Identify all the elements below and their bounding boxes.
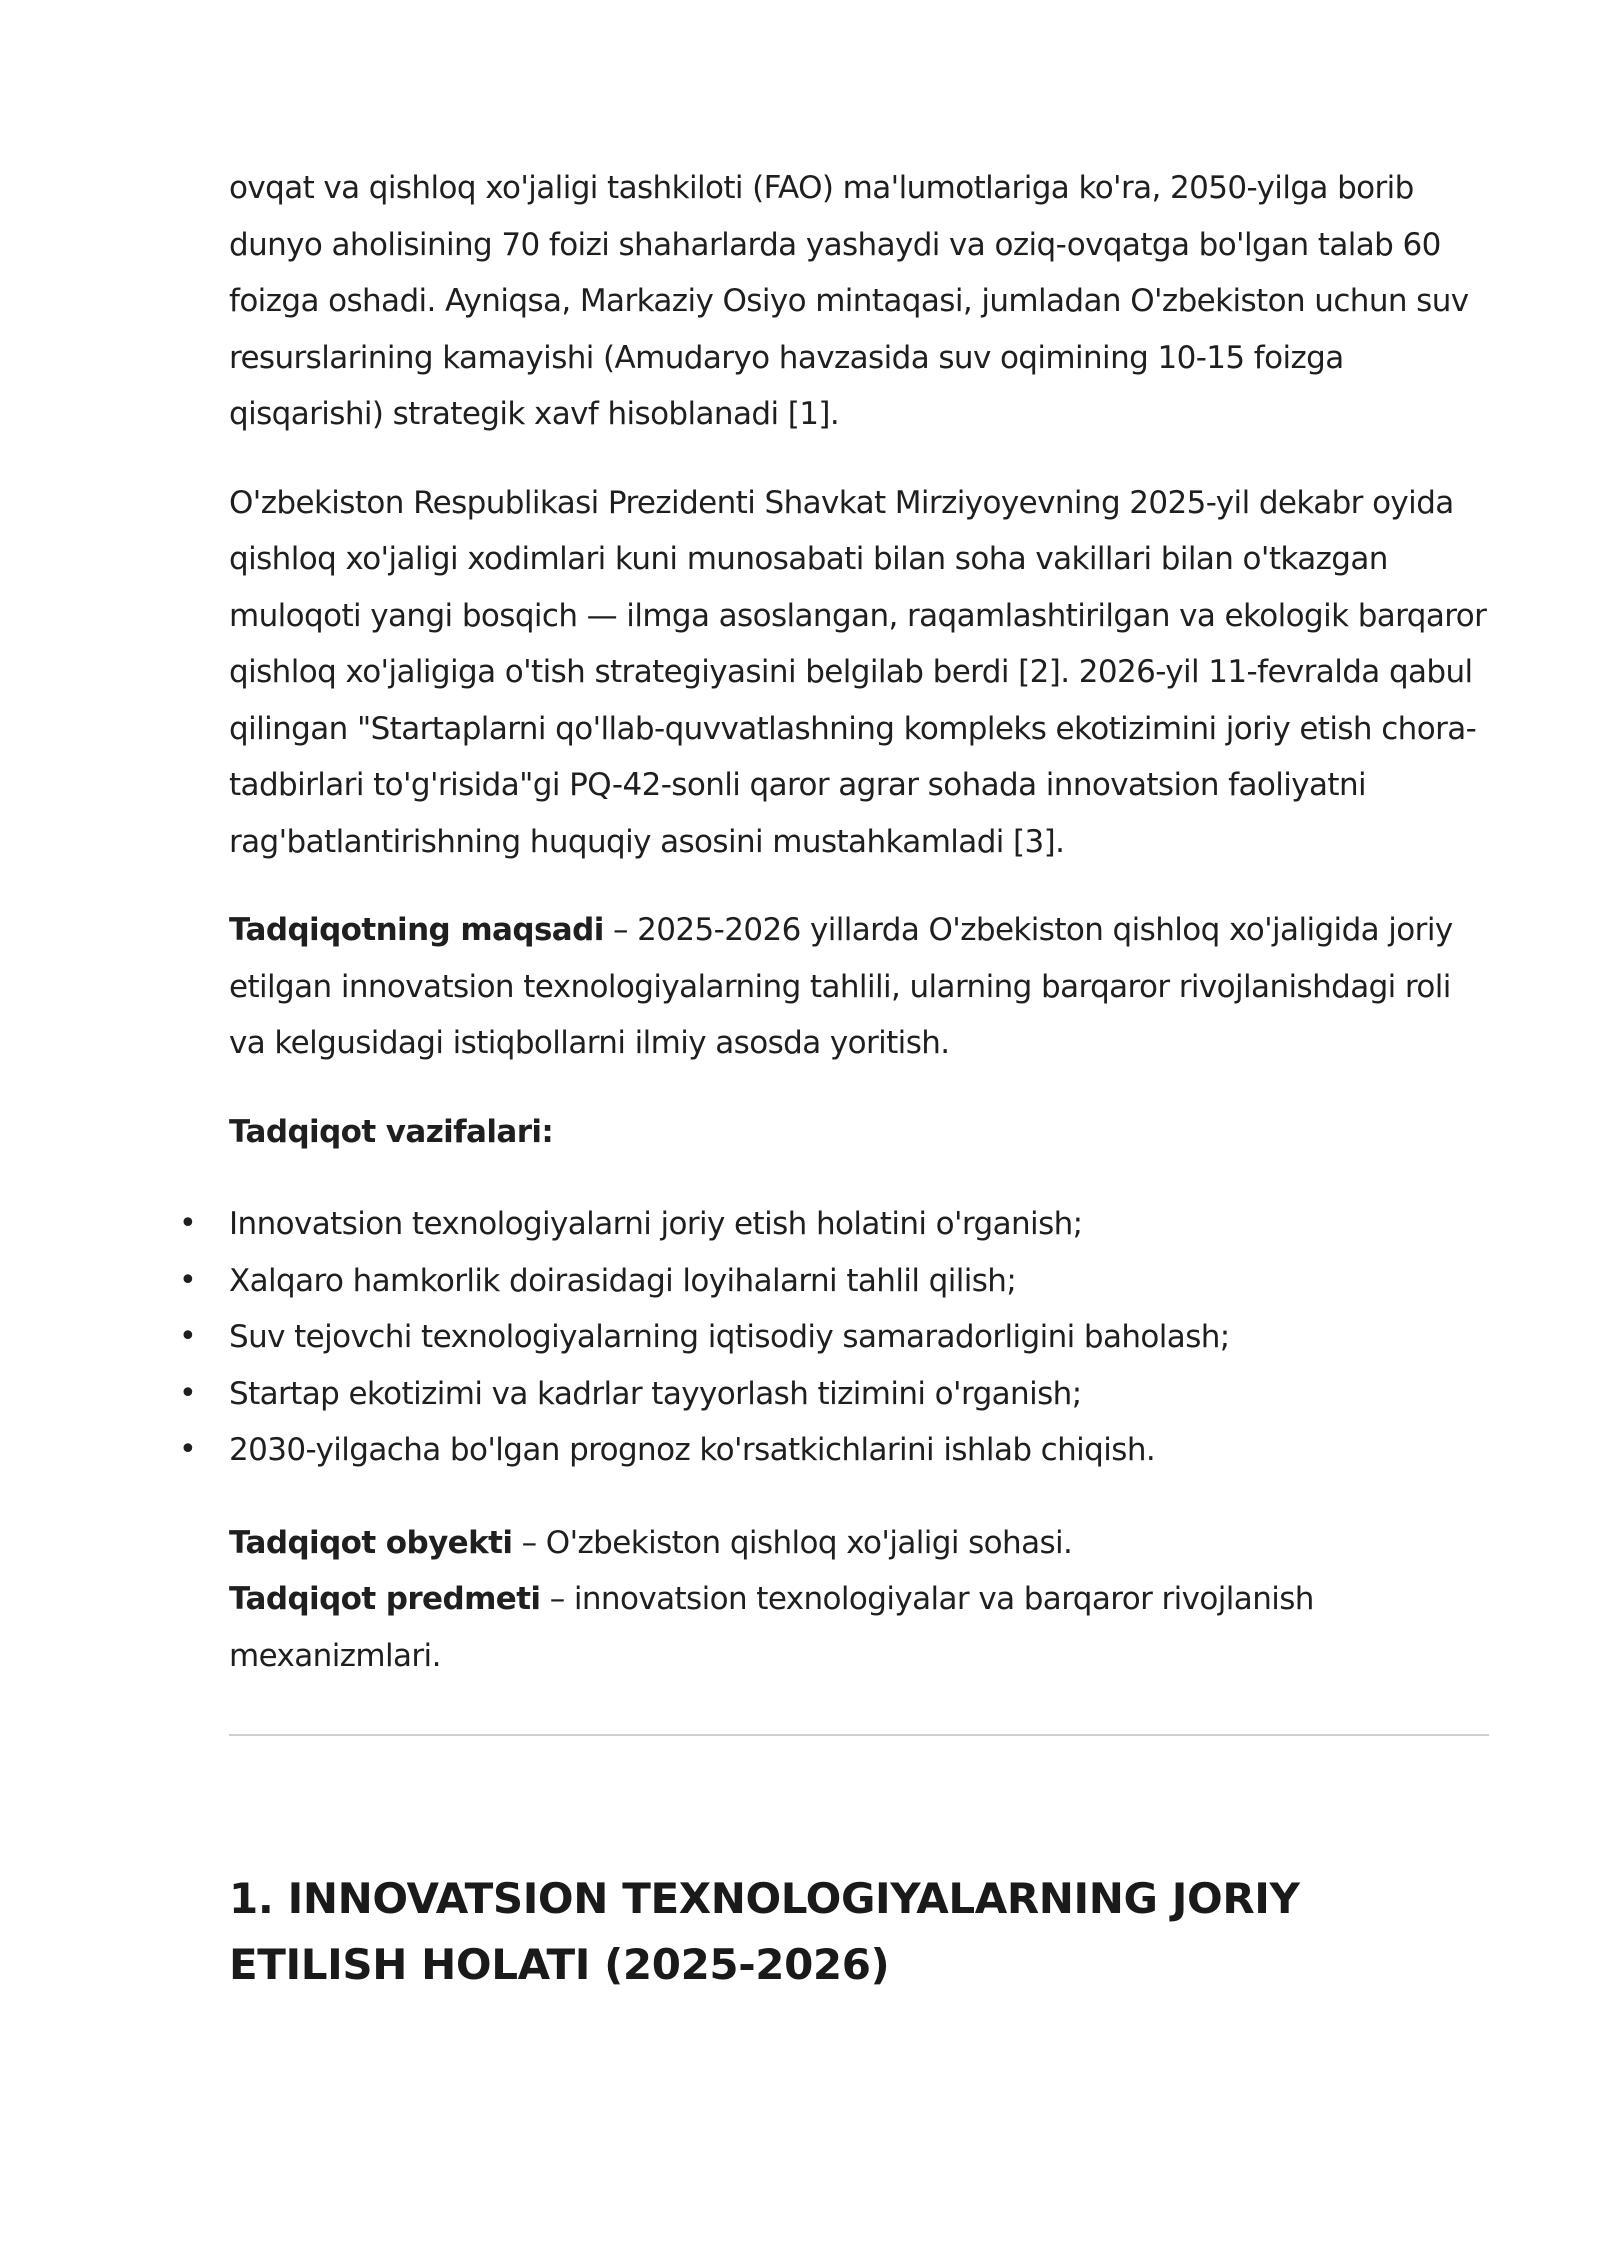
section-heading: 1. INNOVATSION TEXNOLOGIYALARNING JORIY ETILISH HOLATI (2025-2026): [229, 1874, 1300, 1989]
list-item: [179, 1309, 1489, 1366]
list-item: [179, 1196, 1489, 1253]
intro-paragraph-fao: ovqat va qishloq xo'jaligi tashkiloti (FAO) ma'lumotlariga ko'ra, 2050-yilga borib dunyo aholisining 70 foizi shaharlarda yashaydi va oziq-ovqatga bo'lgan talab 60 foizga oshadi. Ayniqsa, Markaziy Osiyo mintaqasi, jumladan O'zbekiston uchun suv resurslarining kamayishi (Amudaryo havzasida suv oqimining 10-15 foizga qisqarishi) strategik xavf hisoblanadi [1].: [229, 170, 1469, 432]
research-object-label: Tadqiqot obyekti: [229, 1524, 513, 1561]
document-page: [179, 160, 1489, 1998]
research-tasks-list: [179, 1196, 1489, 1479]
research-subject: [229, 1571, 1489, 1684]
research-object: [229, 1515, 1489, 1572]
list-item-text: 2030-yilgacha bo'lgan prognoz ko'rsatkichlarini ishlab chiqish.: [229, 1432, 1156, 1468]
intro-paragraph-president: O'zbekiston Respublikasi Prezidenti Shavkat Mirziyoyevning 2025-yil dekabr oyida qishloq xo'jaligi xodimlari kuni munosabati bilan soha vakillari bilan o'tkazgan muloqoti yangi bosqich — ilmga asoslangan, raqamlashtirilgan va ekologik barqaror qishloq xo'jaligiga o'tish strategiyasini belgilab berdi [2]. 2026-yil 11-fevralda qabul qilingan "Startaplarni qo'llab-quvvatlashning kompleks ekotizimini joriy etish chora-tadbirlari to'g'risida"gi PQ-42-sonli qaror agrar sohada innovatsion faoliyatni rag'batlantirishning huquqiy asosini mustahkamladi [3].: [229, 484, 1487, 860]
section-divider: [229, 1734, 1489, 1736]
research-subject-text: – innovatsion texnologiyalar va barqaror rivojlanish mexanizmlari.: [229, 1581, 1314, 1674]
research-subject-label: Tadqiqot predmeti: [229, 1581, 541, 1617]
bullet-icon: •: [179, 1432, 197, 1467]
list-item: [179, 1422, 1489, 1479]
research-meta: [229, 1515, 1489, 1685]
bullet-icon: •: [179, 1319, 197, 1354]
research-goal-label: Tadqiqotning maqsadi: [229, 912, 604, 948]
list-item: [179, 1366, 1489, 1423]
research-object-text: – O'zbekiston qishloq xo'jaligi sohasi.: [512, 1524, 1073, 1561]
list-item: [179, 1253, 1489, 1310]
research-goal-text: – 2025-2026 yillarda O'zbekiston qishloq xo'jaligida joriy etilgan innovatsion texnologiyalarning tahlili, ularning barqaror rivojlanishdagi roli va kelgusidagi istiqbollarni ilmiy asosda yoritish.: [229, 912, 1453, 1061]
bullet-icon: •: [179, 1262, 197, 1298]
list-item-text: Xalqaro hamkorlik doirasidagi loyihalarni tahlil qilish;: [229, 1262, 1017, 1299]
list-item-text: Innovatsion texnologiyalarni joriy etish holatini o'rganish;: [229, 1206, 1083, 1242]
list-item-text: Startap ekotizimi va kadrlar tayyorlash tizimini o'rganish;: [229, 1375, 1082, 1412]
bullet-icon: •: [179, 1206, 197, 1241]
list-item-text: Suv tejovchi texnologiyalarning iqtisodiy samaradorligini baholash;: [229, 1319, 1230, 1355]
research-goal: [229, 902, 1489, 1072]
research-tasks-heading: Tadqiqot vazifalari:: [229, 1113, 554, 1150]
bullet-icon: •: [179, 1375, 197, 1411]
